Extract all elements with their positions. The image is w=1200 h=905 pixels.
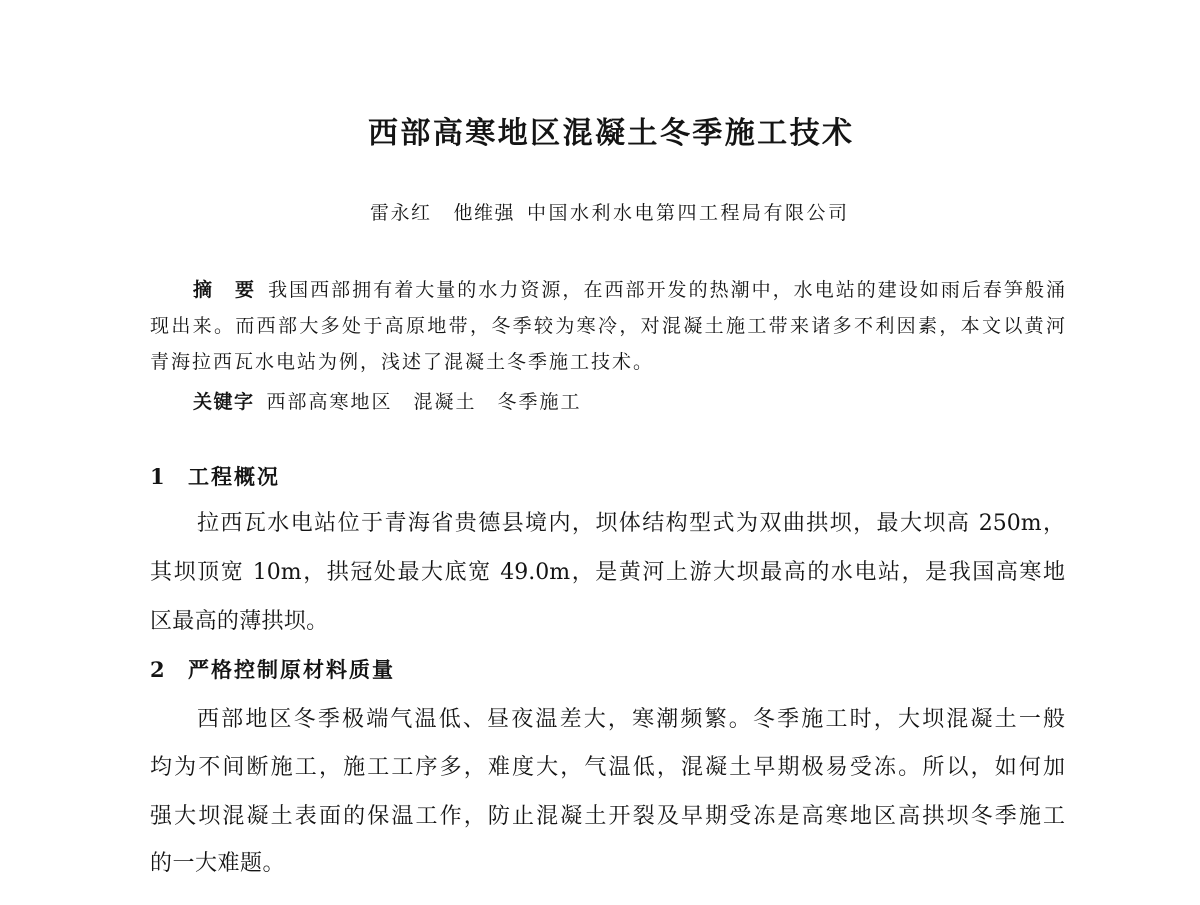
paragraph-line: 均为不间断施工，施工工序多，难度大，气温低，混凝土早期极易受冻。所以，如何加 (150, 755, 1065, 780)
abstract-line: 青海拉西瓦水电站为例，浅述了混凝土冬季施工技术。 (150, 351, 655, 373)
paragraph-line: 强大坝混凝土表面的保温工作，防止混凝土开裂及早期受冻是高寒地区高拱坝冬季施工 (150, 804, 1065, 829)
paper-title: 西部高寒地区混凝土冬季施工技术 (368, 116, 852, 151)
paragraph-line: 其坝顶宽 10m，拱冠处最大底宽 49.0m，是黄河上游大坝最高的水电站，是我国高寒地 (150, 560, 1065, 585)
abstract-label: 摘 要 (193, 279, 257, 301)
abstract-line: 现出来。而西部大多处于高原地带，冬季较为寒冷，对混凝土施工带来诸多不利因素，本文以黄河 (150, 315, 1065, 337)
byline (370, 201, 850, 225)
keywords-text: 西部高寒地区 混凝土 冬季施工 (266, 391, 582, 413)
section-heading (150, 657, 395, 683)
abstract-line (193, 278, 1065, 302)
paragraph-line: 西部地区冬季极端气温低、昼夜温差大，寒潮频繁。冬季施工时，大坝混凝土一般 (197, 707, 1065, 732)
section-heading (150, 464, 280, 490)
section-title: 严格控制原材料质量 (188, 657, 395, 682)
keywords-label: 关键字 (193, 391, 255, 413)
author-affiliation: 中国水利水电第四工程局有限公司 (527, 202, 850, 224)
author-name: 雷永红 (370, 202, 432, 224)
section-title: 工程概况 (188, 464, 280, 489)
section-number: 2 (150, 657, 165, 682)
paragraph-line: 拉西瓦水电站位于青海省贵德县境内，坝体结构型式为双曲拱坝，最大坝高 250m， (197, 511, 1065, 536)
keywords (193, 390, 582, 414)
paragraph-line: 的一大难题。 (150, 851, 286, 876)
paragraph-line: 区最高的薄拱坝。 (150, 609, 329, 634)
author-name: 他维强 (453, 202, 516, 224)
abstract-text: 我国西部拥有着大量的水力资源，在西部开发的热潮中，水电站的建设如雨后春笋般涌 (268, 279, 1065, 301)
section-number: 1 (150, 464, 165, 489)
